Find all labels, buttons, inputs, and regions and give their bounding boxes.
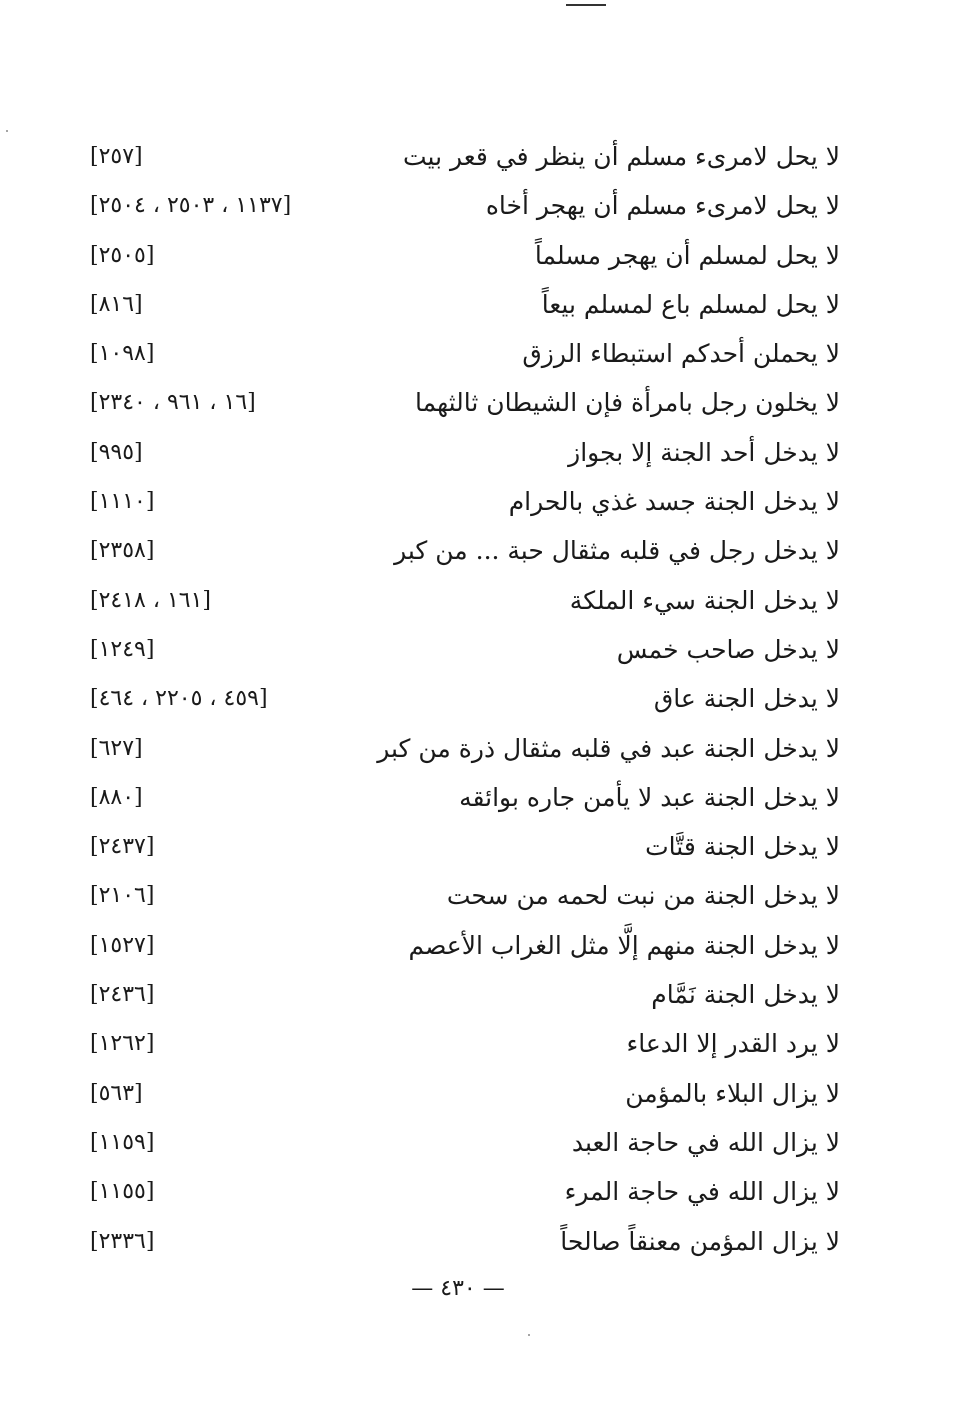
entry-text: لا يدخل الجنة عبد لا يأمن جاره بوائقه [459, 782, 840, 812]
index-entry [80, 1167, 840, 1216]
entry-references: [١٠٩٨] [90, 341, 155, 367]
entry-references: [٤٥٩ ، ٢٢٠٥ ، ٤٦٤] [90, 686, 268, 712]
index-entries-list [80, 132, 840, 1266]
index-entry [80, 428, 840, 477]
entry-references: [١٢٦٢] [90, 1031, 155, 1057]
index-entry [80, 970, 840, 1019]
page-number: — ٤٣٠ — [411, 1276, 505, 1301]
index-entry [80, 477, 840, 526]
entry-text: لا يزال الله في حاجة العبد [571, 1127, 840, 1157]
index-entry [80, 822, 840, 871]
entry-references: [١٦ ، ٩٦١ ، ٢٣٤٠] [90, 390, 256, 416]
index-entry [80, 921, 840, 970]
entry-text: لا يحل لمسلم باع لمسلم بيعاً [541, 289, 840, 319]
entry-references: [٨١٦] [90, 291, 143, 317]
index-entry [80, 378, 840, 427]
entry-references: [١١٣٧ ، ٢٥٠٣ ، ٢٥٠٤] [90, 193, 292, 219]
entry-text: لا يدخل الجنة منهم إلَّا مثل الغراب الأعصم [408, 930, 840, 960]
entry-text: لا يحل لمسلم أن يهجر مسلماً [534, 240, 840, 270]
index-entry [80, 1069, 840, 1118]
scan-speck [6, 130, 8, 132]
entry-references: [١٢٤٩] [90, 636, 155, 662]
entry-references: [١١٥٩] [90, 1129, 155, 1155]
entry-text: لا يدخل صاحب خمس [616, 634, 840, 664]
entry-references: [١١١٠] [90, 489, 155, 515]
entry-text: لا يدخل الجنة نَمَّام [651, 980, 840, 1010]
entry-references: [٢٣٥٨] [90, 538, 155, 564]
entry-text: لا يدخل الجنة من نبت لحمه من سحت [446, 881, 840, 911]
entry-text: لا يدخل أحد الجنة إلا بجواز [568, 437, 840, 467]
entry-text: لا يحل لامرىء مسلم أن يهجر أخاه [485, 191, 840, 221]
scan-speck [528, 1334, 530, 1336]
entry-text: لا يخلون رجل بامرأة فإن الشيطان ثالثهما [415, 388, 840, 418]
index-entry [80, 231, 840, 280]
entry-text: لا يزال المؤمن معنقاً صالحاً [560, 1226, 840, 1256]
index-entry [80, 329, 840, 378]
entry-text: لا يدخل الجنة جسد غذي بالحرام [508, 487, 840, 517]
entry-references: [٢٥٠٥] [90, 242, 155, 268]
top-rule [566, 4, 606, 6]
entry-references: [٥٦٣] [90, 1080, 143, 1106]
index-entry [80, 1118, 840, 1167]
entry-text: لا يزال الله في حاجة المرء [564, 1177, 840, 1207]
index-entry [80, 773, 840, 822]
entry-text: لا يدخل الجنة عبد في قلبه مثقال ذرة من كبر [377, 733, 840, 763]
entry-references: [٢٥٧] [90, 144, 143, 169]
entry-text: لا يحملن أحدكم استبطاء الرزق [522, 339, 840, 369]
entry-text: لا يرد القدر إلا الدعاء [626, 1029, 840, 1059]
entry-text: لا يدخل الجنة قتَّات [645, 832, 840, 862]
entry-references: [٢٣٣٦] [90, 1228, 155, 1254]
entry-references: [٢٤٣٧] [90, 834, 155, 860]
index-entry [80, 1019, 840, 1068]
index-entry [80, 724, 840, 773]
entry-text: لا يدخل رجل في قلبه مثقال حبة ... من كبر [394, 536, 840, 566]
entry-references: [١١٥٥] [90, 1179, 155, 1205]
entry-references: [٨٨٠] [90, 784, 143, 810]
entry-text: لا يدخل الجنة سيء الملكة [569, 585, 840, 615]
index-entry [80, 674, 840, 723]
entry-references: [٢١٠٦] [90, 883, 155, 909]
index-entry [80, 132, 840, 181]
entry-text: لا يزال البلاء بالمؤمن [625, 1078, 840, 1108]
entry-references: [١٥٢٧] [90, 932, 155, 958]
entry-text: لا يحل لامرىء مسلم أن ينظر في قعر بيت [403, 142, 840, 171]
index-entry [80, 181, 840, 230]
entry-references: [٩٩٥] [90, 439, 143, 465]
entry-references: [٢٤٣٦] [90, 982, 155, 1008]
index-entry [80, 576, 840, 625]
entry-references: [١٦١ ، ٢٤١٨] [90, 587, 211, 613]
entry-references: [٦٢٧] [90, 735, 143, 761]
entry-text: لا يدخل الجنة عاق [653, 684, 840, 714]
index-entry [80, 1217, 840, 1266]
index-entry [80, 625, 840, 674]
index-entry [80, 526, 840, 575]
index-entry [80, 280, 840, 329]
index-entry [80, 871, 840, 920]
